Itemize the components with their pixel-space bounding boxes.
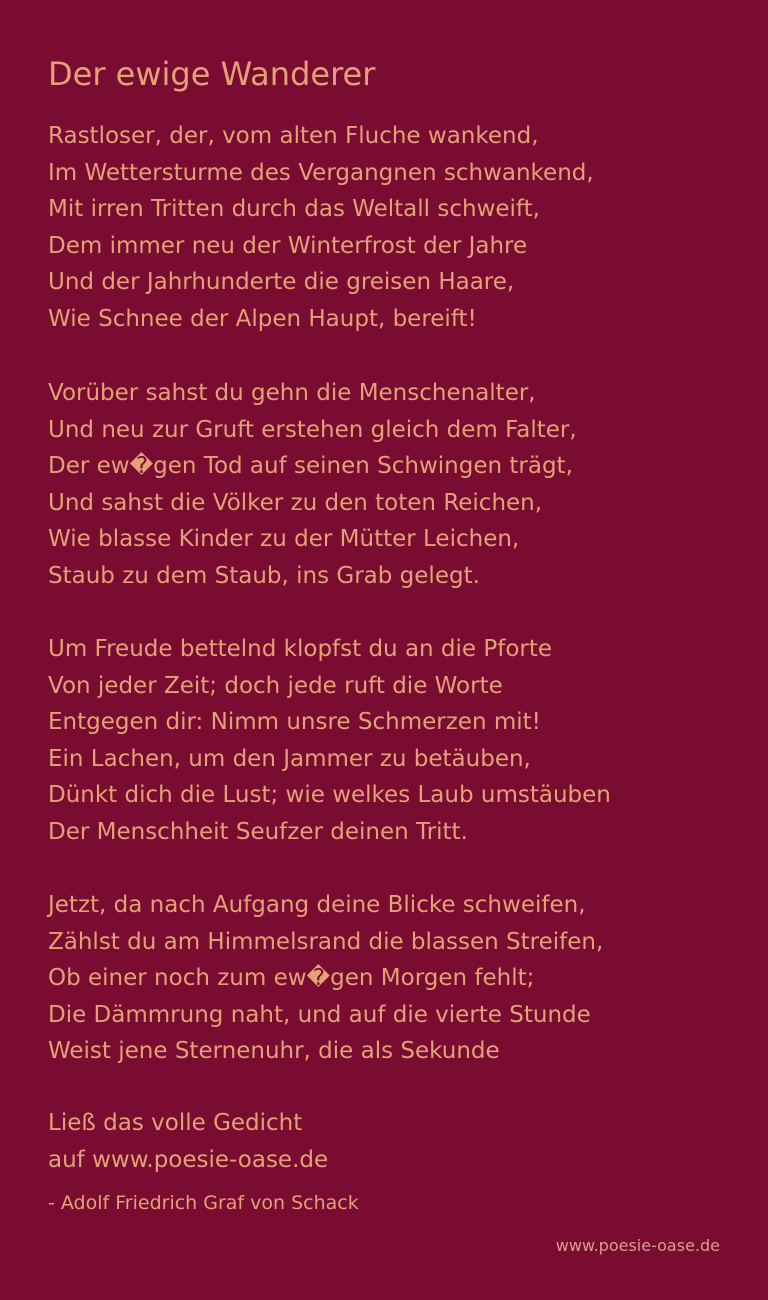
poem-line: Und sahst die Völker zu den toten Reichen, <box>48 489 543 516</box>
poem-line: Staub zu dem Staub, ins Grab gelegt. <box>48 562 480 589</box>
footer-website: www.poesie-oase.de <box>555 1236 720 1255</box>
poem-line: Der Menschheit Seufzer deinen Tritt. <box>48 818 468 845</box>
stanza-3 <box>48 631 738 850</box>
poem-line: Zählst du am Himmelsrand die blassen Streifen, <box>48 928 604 955</box>
stanza-4 <box>48 887 738 1070</box>
poem-author: - Adolf Friedrich Graf von Schack <box>48 1192 359 1214</box>
cta-line: auf www.poesie-oase.de <box>48 1147 329 1173</box>
stanza-2 <box>48 375 738 594</box>
poem-line: Im Wettersturme des Vergangnen schwankend, <box>48 159 594 186</box>
poem-line: Und der Jahrhunderte die greisen Haare, <box>48 269 515 295</box>
poem-line: Um Freude bettelnd klopfst du an die Pforte <box>48 636 553 662</box>
poem-line: Und neu zur Gruft erstehen gleich dem Falter, <box>48 416 577 443</box>
poem-line: Entgegen dir: Nimm unsre Schmerzen mit! <box>48 709 541 735</box>
poem-line: Die Dämmrung naht, und auf die vierte Stunde <box>48 1001 591 1028</box>
poem-line: Rastloser, der, vom alten Fluche wankend, <box>48 123 539 149</box>
stanza-1 <box>48 118 738 337</box>
poem-line: Jetzt, da nach Aufgang deine Blicke schweifen, <box>48 892 586 918</box>
poem-title: Der ewige Wanderer <box>48 55 376 93</box>
poem-line: Dünkt dich die Lust; wie welkes Laub umstäuben <box>48 782 611 808</box>
cta-line: Ließ das volle Gedicht <box>48 1110 303 1136</box>
poem-line: Der ew�gen Tod auf seinen Schwingen trägt, <box>48 453 573 479</box>
poem-line: Dem immer neu der Winterfrost der Jahre <box>48 232 528 259</box>
read-full-poem-note <box>48 1105 328 1179</box>
poem-line: Weist jene Sternenuhr, die als Sekunde <box>48 1038 500 1064</box>
poem-line: Von jeder Zeit; doch jede ruft die Worte <box>48 672 503 699</box>
poem-line: Wie blasse Kinder zu der Mütter Leichen, <box>48 526 520 552</box>
poem-line: Mit irren Tritten durch das Weltall schweift, <box>48 196 540 222</box>
poem-line: Ein Lachen, um den Jammer zu betäuben, <box>48 745 531 772</box>
poem-line: Vorüber sahst du gehn die Menschenalter, <box>48 380 536 406</box>
poem-line: Ob einer noch zum ew�gen Morgen fehlt; <box>48 965 535 991</box>
poem-line: Wie Schnee der Alpen Haupt, bereift! <box>48 305 477 332</box>
